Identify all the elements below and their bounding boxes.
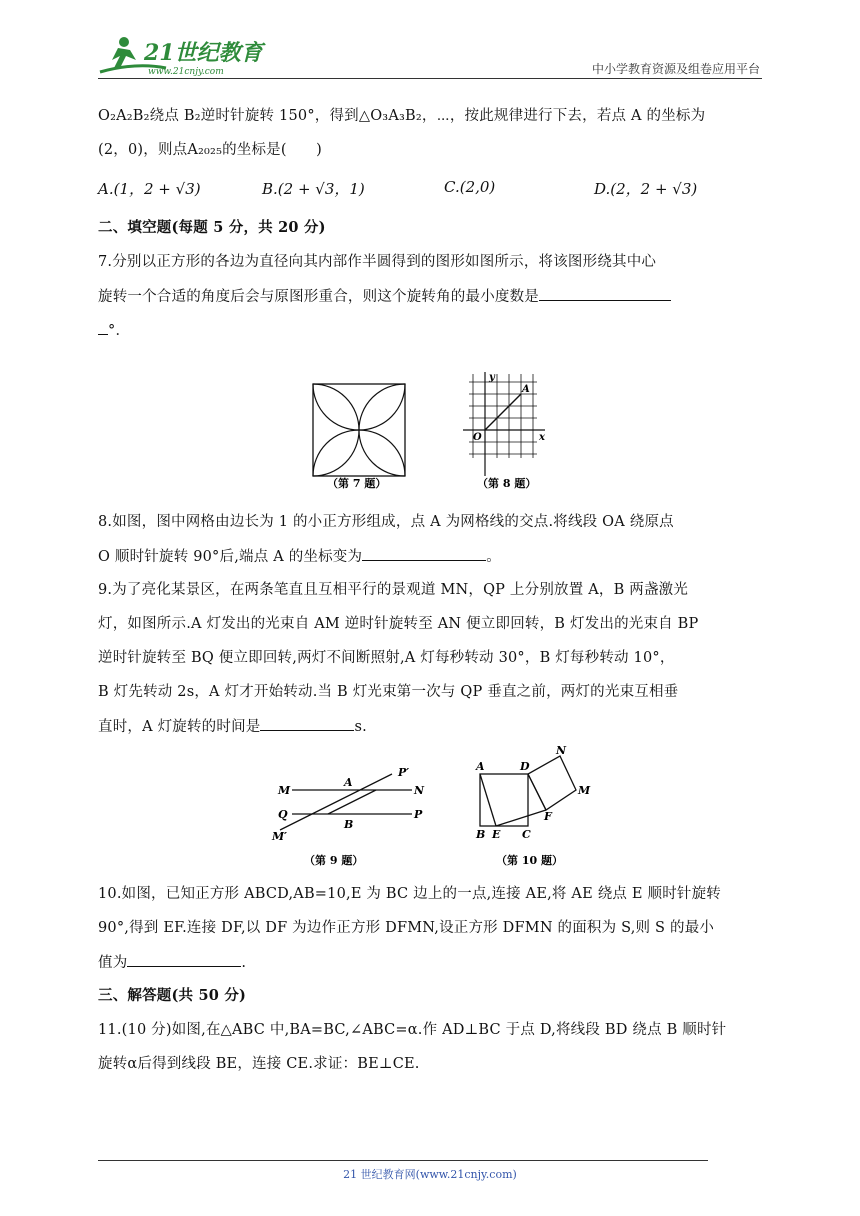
q7-answer-blank-cont[interactable] bbox=[98, 320, 108, 335]
q7-line2 bbox=[98, 286, 671, 307]
q9-line2: 灯，如图所示.A 灯发出的光束自 AM 逆时针旋转至 AN 便立即回转，B 灯发出的光束自 BP bbox=[98, 616, 699, 632]
fig9-label-m-prime: M′ bbox=[272, 830, 288, 843]
q7-line3 bbox=[98, 320, 130, 341]
caption-fig7: （第 7 题） bbox=[327, 477, 387, 490]
caption-fig10: （第 10 题） bbox=[496, 854, 563, 867]
q10-answer-blank[interactable] bbox=[127, 952, 241, 967]
q9-line5-end: s. bbox=[354, 719, 367, 735]
fig10-label-f: F bbox=[544, 810, 552, 823]
q8-answer-blank[interactable] bbox=[362, 546, 486, 561]
q9-line1: 9.为了亮化某景区，在两条笔直且互相平行的景观道 MN，QP 上分别放置 A，B 两盏激光 bbox=[98, 582, 689, 598]
q10-line1: 10.如图，已知正方形 ABCD,AB=10,E 为 BC 边上的一点,连接 AE,将 AE 绕点 E 顺时针旋转 bbox=[98, 886, 722, 902]
q6-option-b: B.(2 + √3，1) bbox=[262, 180, 365, 198]
q6-option-d: D.(2，2 + √3) bbox=[594, 180, 698, 198]
q7-line2-text: 旋转一个合适的角度后会与原图形重合，则这个旋转角的最小度数是 bbox=[98, 289, 539, 305]
fig10-label-c: C bbox=[522, 828, 531, 841]
q9-line5 bbox=[98, 716, 367, 737]
logo-text: 21世纪教育 bbox=[144, 40, 263, 66]
fig8-label-x: x bbox=[539, 432, 545, 443]
figures-9-10 bbox=[270, 746, 600, 872]
fig9-label-q: Q bbox=[278, 808, 288, 821]
q10-line3 bbox=[98, 952, 246, 973]
q7-line1: 7.分别以正方形的各边为直径向其内部作半圆得到的图形如图所示，将该图形绕其中心 bbox=[98, 254, 657, 270]
fig9-label-p: P bbox=[414, 808, 423, 821]
q8-line2-text: O 顺时针旋转 90°后,端点 A 的坐标变为 bbox=[98, 549, 363, 565]
section-fill-in-title: 二、填空题(每题 5 分，共 20 分) bbox=[98, 219, 326, 236]
q10-line3-text: 值为 bbox=[98, 955, 128, 971]
fig9-label-m: M bbox=[278, 784, 291, 797]
q10-line2: 90°,得到 EF.连接 DF,以 DF 为边作正方形 DFMN,设正方形 DFMN 的面积为 S,则 S 的最小 bbox=[98, 920, 715, 936]
q8-line1: 8.如图，图中网格由边长为 1 的小正方形组成，点 A 为网格线的交点.将线段 OA 绕原点 bbox=[98, 514, 674, 530]
q9-line4: B 灯先转动 2s，A 灯才开始转动.当 B 灯光束第一次与 QP 垂直之前，两灯的光束互相垂 bbox=[98, 684, 679, 700]
fig9-label-n: N bbox=[414, 784, 425, 797]
fig10-label-b: B bbox=[476, 828, 486, 841]
caption-fig9: （第 9 题） bbox=[304, 854, 364, 867]
fig8-label-o: O bbox=[473, 432, 482, 443]
section-answer-title: 三、解答题(共 50 分) bbox=[98, 987, 247, 1004]
fig10-label-n: N bbox=[556, 746, 567, 757]
header-divider bbox=[98, 78, 762, 79]
q7-line3-text: °． bbox=[108, 323, 131, 339]
logo-subtext: www.21cnjy.com bbox=[148, 67, 224, 77]
caption-fig8: （第 8 题） bbox=[477, 477, 537, 490]
fig9-label-a: A bbox=[344, 776, 353, 789]
q8-line2-end: 。 bbox=[486, 549, 501, 565]
q6-line1: O₂A₂B₂绕点 B₂逆时针旋转 150°，得到△O₃A₃B₂，⋯，按此规律进行下去，若点 A 的坐标为 bbox=[98, 108, 706, 124]
q10-line3-end: . bbox=[241, 955, 247, 971]
q9-answer-blank[interactable] bbox=[260, 716, 354, 731]
figure-7-square-petals bbox=[313, 384, 405, 476]
fig10-label-e: E bbox=[492, 828, 501, 841]
q9-line5-text: 直时，A 灯旋转的时间是 bbox=[98, 719, 261, 735]
footer-text[interactable]: 21 世纪教育网(www.21cnjy.com) bbox=[343, 1168, 517, 1181]
q6-option-a: A.(1，2 + √3) bbox=[98, 180, 201, 198]
fig9-label-p-prime: P′ bbox=[398, 766, 410, 779]
fig9-label-b: B bbox=[344, 818, 354, 831]
q6-line2: (2，0)，则点A₂₀₂₅的坐标是( ) bbox=[98, 142, 323, 158]
q8-line2 bbox=[98, 546, 501, 567]
fig8-label-y: y bbox=[489, 372, 495, 383]
q6-option-c: C.(2,0) bbox=[444, 178, 496, 196]
runner-logo-icon bbox=[96, 34, 266, 78]
footer-divider bbox=[98, 1160, 708, 1161]
fig10-label-d: D bbox=[520, 760, 530, 773]
q11-line2: 旋转α后得到线段 BE，连接 CE.求证：BE⊥CE. bbox=[98, 1056, 420, 1072]
q11-line1: 11.(10 分)如图,在△ABC 中,BA=BC,∠ABC=α.作 AD⊥BC 于点 D,将线段 BD 绕点 B 顺时针 bbox=[98, 1022, 727, 1038]
platform-name: 中小学教育资源及组卷应用平台 bbox=[591, 62, 760, 76]
q7-answer-blank[interactable] bbox=[539, 286, 671, 301]
figure-8-segment-oa bbox=[485, 394, 521, 430]
fig10-label-m: M bbox=[578, 784, 591, 797]
fig8-label-a: A bbox=[522, 384, 530, 395]
figures-7-8 bbox=[305, 372, 555, 496]
q9-line3: 逆时针旋转至 BQ 便立即回转,两灯不间断照射,A 灯每秒转动 30°，B 灯每秒转动 10°， bbox=[98, 650, 675, 666]
site-logo bbox=[96, 34, 266, 78]
fig10-label-a: A bbox=[476, 760, 485, 773]
